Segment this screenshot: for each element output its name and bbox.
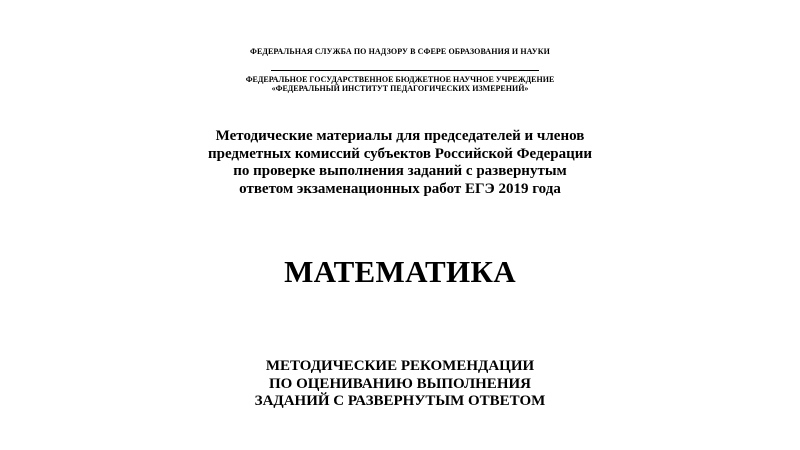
- institution-name: [0, 75, 800, 93]
- recommendations-line: МЕТОДИЧЕСКИЕ РЕКОМЕНДАЦИИ: [265, 358, 535, 374]
- document-subtitle: [0, 128, 800, 198]
- recommendations-line: ЗАДАНИЙ С РАЗВЕРНУТЫМ ОТВЕТОМ: [254, 393, 546, 409]
- institution-line: ФЕДЕРАЛЬНОЕ ГОСУДАРСТВЕННОЕ БЮДЖЕТНОЕ НАУЧНОЕ УЧРЕЖДЕНИЕ: [245, 75, 555, 84]
- recommendations-line: ПО ОЦЕНИВАНИЮ ВЫПОЛНЕНИЯ: [269, 375, 531, 392]
- agency-name: [0, 47, 800, 56]
- header-divider: [271, 70, 539, 71]
- institution-line: «ФЕДЕРАЛЬНЫЙ ИНСТИТУТ ПЕДАГОГИЧЕСКИХ ИЗМЕРЕНИЙ»: [271, 84, 529, 93]
- agency-name-text: ФЕДЕРАЛЬНАЯ СЛУЖБА ПО НАДЗОРУ В СФЕРЕ ОБРАЗОВАНИЯ И НАУКИ: [249, 47, 551, 56]
- subtitle-line: предметных комиссий субъектов Российской Федерации: [207, 145, 593, 162]
- subject-title-text: МАТЕМАТИКА: [284, 254, 516, 289]
- recommendations-heading: [0, 358, 800, 411]
- subtitle-line: Методические материалы для председателей и членов: [215, 128, 585, 144]
- subtitle-line: ответом экзаменационных работ ЕГЭ 2019 года: [239, 180, 561, 197]
- subtitle-line: по проверке выполнения заданий с развернутым: [233, 163, 567, 179]
- subject-title: [0, 254, 800, 290]
